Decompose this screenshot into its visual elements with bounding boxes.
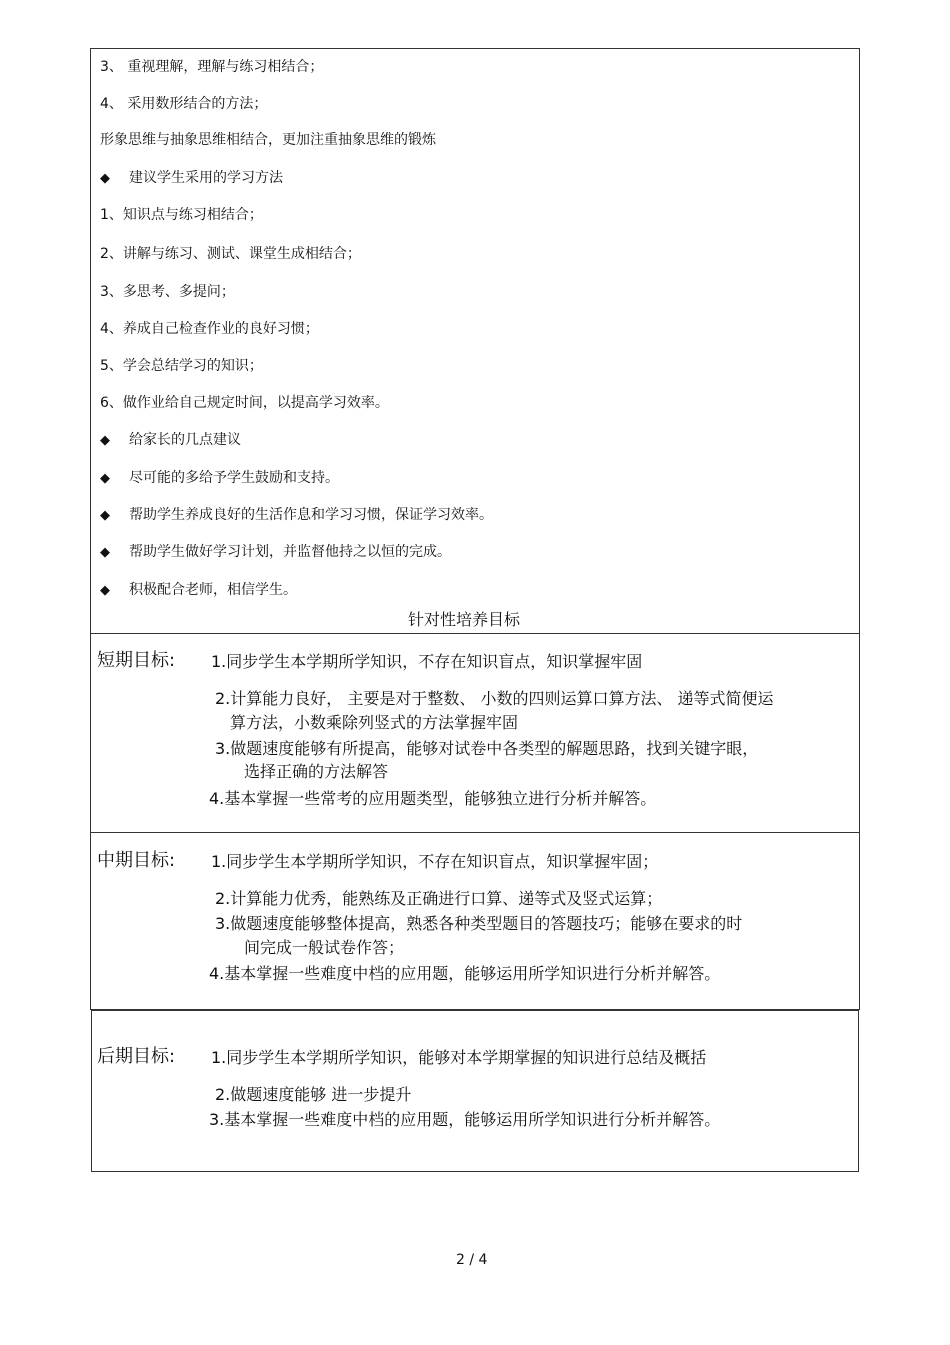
student-methods-heading: ◆ 建议学生采用的学习方法: [100, 170, 283, 186]
mid-term-label: 中期目标:: [97, 850, 176, 871]
short-term-goal-4: 4.基本掌握一些常考的应用题类型，能够独立进行分析并解答。: [209, 789, 657, 808]
long-term-label: 后期目标:: [97, 1046, 176, 1067]
parent-advice-heading: ◆ 给家长的几点建议: [100, 432, 241, 448]
diamond-bullet-icon: ◆: [100, 545, 110, 560]
short-term-goal-1: 1.同步学生本学期所学知识，不存在知识盲点，知识掌握牢固: [211, 652, 643, 671]
mid-term-goal-3-cont: 间完成一般试卷作答；: [244, 938, 405, 957]
mid-term-goal-1: 1.同步学生本学期所学知识，不存在知识盲点，知识掌握牢固；: [211, 852, 659, 871]
page-number: 2 / 4: [456, 1252, 488, 1268]
student-method-6: 6、做作业给自己规定时间，以提高学习效率。: [100, 395, 389, 411]
section-divider: [90, 633, 860, 634]
student-method-2: 2、讲解与练习、测试、课堂生成相结合；: [100, 246, 361, 262]
diamond-bullet-icon: ◆: [100, 508, 110, 523]
parent-advice-1: ◆ 尽可能的多给予学生鼓励和支持。: [100, 470, 339, 486]
section-title: 针对性培养目标: [408, 610, 521, 629]
short-term-label: 短期目标:: [97, 650, 176, 671]
diamond-bullet-icon: ◆: [100, 171, 110, 186]
diamond-bullet-icon: ◆: [100, 471, 110, 486]
student-method-1: 1、知识点与练习相结合；: [100, 207, 263, 223]
parent-advice-4: ◆ 积极配合老师，相信学生。: [100, 582, 297, 598]
long-term-goal-1: 1.同步学生本学期所学知识，能够对本学期掌握的知识进行总结及概括: [211, 1048, 707, 1067]
long-term-goal-2: 2.做题速度能够 进一步提升: [215, 1085, 412, 1104]
diamond-bullet-icon: ◆: [100, 433, 110, 448]
student-method-4: 4、养成自己检查作业的良好习惯；: [100, 321, 319, 337]
student-method-5: 5、学会总结学习的知识；: [100, 358, 263, 374]
short-term-goal-2: 2.计算能力良好， 主要是对于整数、 小数的四则运算口算方法、 递等式简便运: [215, 689, 774, 708]
mid-term-goal-3: 3.做题速度能够整体提高，熟悉各种类型题目的答题技巧；能够在要求的时: [215, 914, 743, 933]
method-item-4: 4、 采用数形结合的方法；: [100, 96, 268, 112]
method-note: 形象思维与抽象思维相结合，更加注重抽象思维的锻炼: [100, 132, 436, 148]
mid-term-goal-2: 2.计算能力优秀，能熟练及正确进行口算、递等式及竖式运算；: [215, 889, 663, 908]
long-term-frame: [91, 1010, 859, 1172]
short-term-goal-3: 3.做题速度能够有所提高，能够对试卷中各类型的解题思路，找到关键字眼，: [215, 739, 759, 758]
short-mid-divider: [90, 832, 860, 833]
mid-term-goal-4: 4.基本掌握一些难度中档的应用题，能够运用所学知识进行分析并解答。: [209, 964, 721, 983]
student-method-3: 3、多思考、多提问；: [100, 284, 235, 300]
parent-advice-2: ◆ 帮助学生养成良好的生活作息和学习习惯，保证学习效率。: [100, 507, 493, 523]
long-term-goal-3: 3.基本掌握一些难度中档的应用题，能够运用所学知识进行分析并解答。: [209, 1110, 721, 1129]
parent-advice-3: ◆ 帮助学生做好学习计划，并监督他持之以恒的完成。: [100, 544, 451, 560]
short-term-goal-2-cont: 算方法，小数乘除列竖式的方法掌握牢固: [230, 713, 519, 732]
method-item-3: 3、 重视理解，理解与练习相结合；: [100, 59, 324, 75]
short-term-goal-3-cont: 选择正确的方法解答: [244, 762, 389, 781]
diamond-bullet-icon: ◆: [100, 583, 110, 598]
